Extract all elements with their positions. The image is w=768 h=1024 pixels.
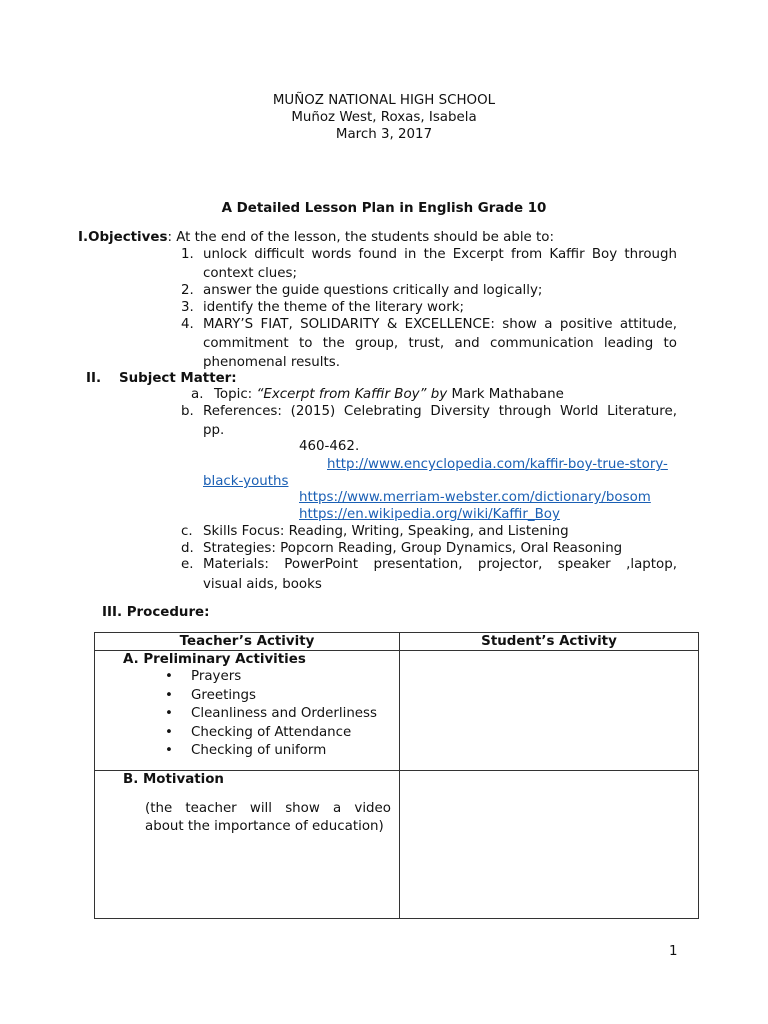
objective-3-num: 3. xyxy=(181,300,194,315)
skills-letter: c. xyxy=(181,524,193,539)
document-date: March 3, 2017 xyxy=(335,127,433,142)
subject-matter-numeral: II. xyxy=(86,371,102,386)
objective-1-line1: unlock difficult words found in the Excerpt from Kaffir Boy through xyxy=(203,247,677,262)
references-line1: References: (2015) Celebrating Diversity through World Literature, xyxy=(203,404,677,419)
page-number: 1 xyxy=(669,944,678,959)
preliminary-activities-list xyxy=(95,668,399,761)
strategies-text: Strategies: Popcorn Reading, Group Dynamics, Oral Reasoning xyxy=(203,541,623,556)
list-item: • Greetings xyxy=(191,687,399,706)
document-title: A Detailed Lesson Plan in English Grade 10 xyxy=(221,201,547,216)
list-item: • Cleanliness and Orderliness xyxy=(191,705,399,724)
subject-matter-heading: Subject Matter: xyxy=(119,371,237,386)
materials-line2: visual aids, books xyxy=(203,577,322,592)
objective-1-num: 1. xyxy=(181,247,194,262)
list-item: • Checking of uniform xyxy=(191,742,399,761)
topic-title: “Excerpt from Kaffir Boy” by xyxy=(256,387,448,402)
objectives-line xyxy=(78,230,554,245)
procedure-table xyxy=(94,632,699,919)
objective-4-line3: phenomenal results. xyxy=(203,355,340,370)
teacher-activity-header: Teacher’s Activity xyxy=(95,633,400,651)
references-letter: b. xyxy=(181,404,194,419)
skills-text: Skills Focus: Reading, Writing, Speaking, and Listening xyxy=(203,524,569,539)
student-activity-cell xyxy=(400,651,699,771)
motivation-note-line1: (the teacher will show a video xyxy=(145,801,391,816)
list-item: • Prayers xyxy=(191,668,399,687)
objectives-intro: : At the end of the lesson, the students should be able to: xyxy=(167,230,554,245)
strategies-letter: d. xyxy=(181,541,194,556)
topic-line xyxy=(214,387,564,402)
preliminary-activities-cell xyxy=(95,651,400,771)
reference-link-encyclopedia-cont[interactable]: black-youths xyxy=(203,474,289,489)
objective-1-line2: context clues; xyxy=(203,266,298,281)
school-name: MUÑOZ NATIONAL HIGH SCHOOL xyxy=(272,93,496,108)
objective-4-line2: commitment to the group, trust, and communication leading to xyxy=(203,336,677,351)
list-item: • Checking of Attendance xyxy=(191,724,399,743)
student-activity-header: Student’s Activity xyxy=(400,633,699,651)
objective-2-num: 2. xyxy=(181,283,194,298)
materials-line1: Materials: PowerPoint presentation, projector, speaker ,laptop, xyxy=(203,557,677,572)
objective-2-text: answer the guide questions critically and logically; xyxy=(203,283,543,298)
student-activity-cell xyxy=(400,771,699,919)
reference-link-wikipedia[interactable]: https://en.wikipedia.org/wiki/Kaffir_Boy xyxy=(299,507,560,522)
preliminary-activities-heading: A. Preliminary Activities xyxy=(123,652,306,667)
topic-letter: a. xyxy=(191,387,204,402)
objectives-heading: Objectives xyxy=(88,230,168,245)
objective-4-num: 4. xyxy=(181,317,194,332)
school-address: Muñoz West, Roxas, Isabela xyxy=(291,110,477,125)
topic-label: Topic: xyxy=(214,387,257,402)
reference-link-merriam-webster[interactable]: https://www.merriam-webster.com/dictionary/bosom xyxy=(299,490,651,505)
objective-4-line1: MARY’S FIAT, SOLIDARITY & EXCELLENCE: show a positive attitude, xyxy=(203,317,677,332)
motivation-cell xyxy=(95,771,400,919)
motivation-note xyxy=(95,788,399,836)
references-pages: 460-462. xyxy=(299,439,360,454)
motivation-note-line2: about the importance of education) xyxy=(145,819,384,834)
table-row xyxy=(95,651,699,771)
objective-3-text: identify the theme of the literary work; xyxy=(203,300,464,315)
objectives-numeral: I. xyxy=(78,230,89,245)
procedure-heading: III. Procedure: xyxy=(102,605,210,620)
references-line2: pp. xyxy=(203,423,225,438)
topic-author: Mark Mathabane xyxy=(447,387,564,402)
motivation-heading: B. Motivation xyxy=(123,772,224,787)
reference-link-encyclopedia[interactable]: http://www.encyclopedia.com/kaffir-boy-true-story- xyxy=(327,457,668,472)
materials-letter: e. xyxy=(181,557,194,572)
procedure-table-header xyxy=(95,633,699,651)
table-row xyxy=(95,771,699,919)
